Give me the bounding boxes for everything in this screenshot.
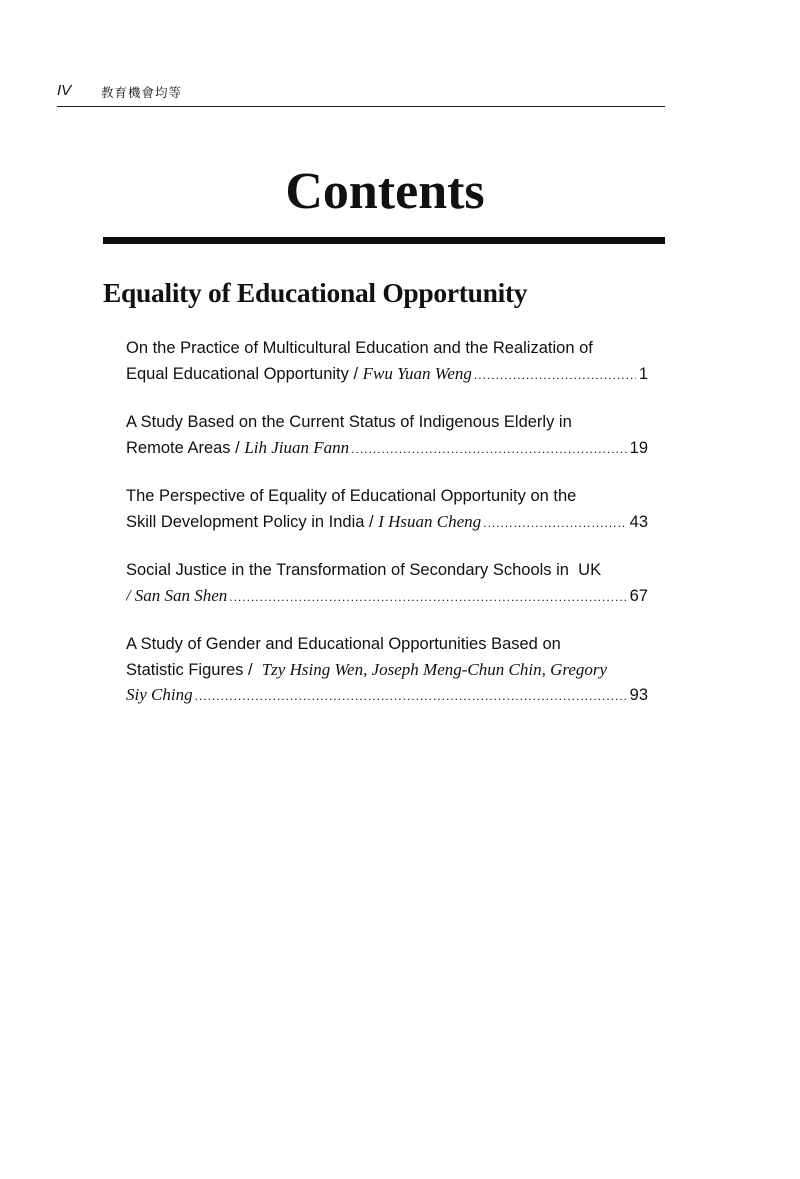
entry-page-number: 67	[629, 587, 648, 605]
toc-entry[interactable]	[126, 632, 648, 707]
entry-title-cont: Statistic Figures /	[126, 661, 258, 679]
entry-author: I Hsuan Cheng	[378, 512, 482, 531]
running-header	[57, 80, 665, 107]
leader-dots	[351, 437, 626, 460]
leader-dots	[474, 363, 636, 386]
entry-author: Siy Ching	[126, 685, 193, 704]
toc-entry[interactable]	[126, 410, 648, 460]
leader-dots	[229, 585, 626, 608]
toc-entry[interactable]	[126, 484, 648, 534]
leader-dots	[195, 684, 627, 707]
entry-page-number: 93	[629, 686, 648, 704]
entry-title-cont: Skill Development Policy in India /	[126, 513, 379, 531]
entry-title: The Perspective of Equality of Educational Opportunity on the	[126, 487, 577, 505]
section-heading: Equality of Educational Opportunity	[103, 277, 528, 308]
entry-title-cont: Equal Educational Opportunity /	[126, 365, 363, 383]
page-number: IV	[57, 82, 72, 99]
toc-entry[interactable]	[126, 336, 648, 386]
title-rule	[103, 237, 665, 244]
entry-author: San San Shen	[134, 586, 228, 605]
entry-author-line: Tzy Hsing Wen, Joseph Meng-Chun Chin, Gregory	[261, 660, 608, 679]
entry-page-number: 19	[629, 439, 648, 457]
entry-author: Lih Jiuan Fann	[244, 438, 350, 457]
entry-author: Fwu Yuan Weng	[362, 364, 472, 383]
entry-title-cont: Remote Areas /	[126, 439, 245, 457]
book-title: 教育機會均等	[101, 85, 183, 100]
page-title: Contents	[285, 163, 485, 220]
entry-title: A Study of Gender and Educational Opportunities Based on	[126, 635, 561, 653]
toc-entry[interactable]	[126, 558, 648, 608]
entry-title-cont: /	[126, 586, 135, 605]
entry-page-number: 1	[638, 365, 648, 383]
entry-title: On the Practice of Multicultural Education and the Realization of	[126, 339, 593, 357]
entry-title: A Study Based on the Current Status of Indigenous Elderly in	[126, 413, 572, 431]
entry-title: Social Justice in the Transformation of Secondary Schools in UK	[126, 561, 602, 579]
entry-page-number: 43	[629, 513, 648, 531]
leader-dots	[483, 511, 626, 534]
toc-list	[126, 336, 648, 731]
